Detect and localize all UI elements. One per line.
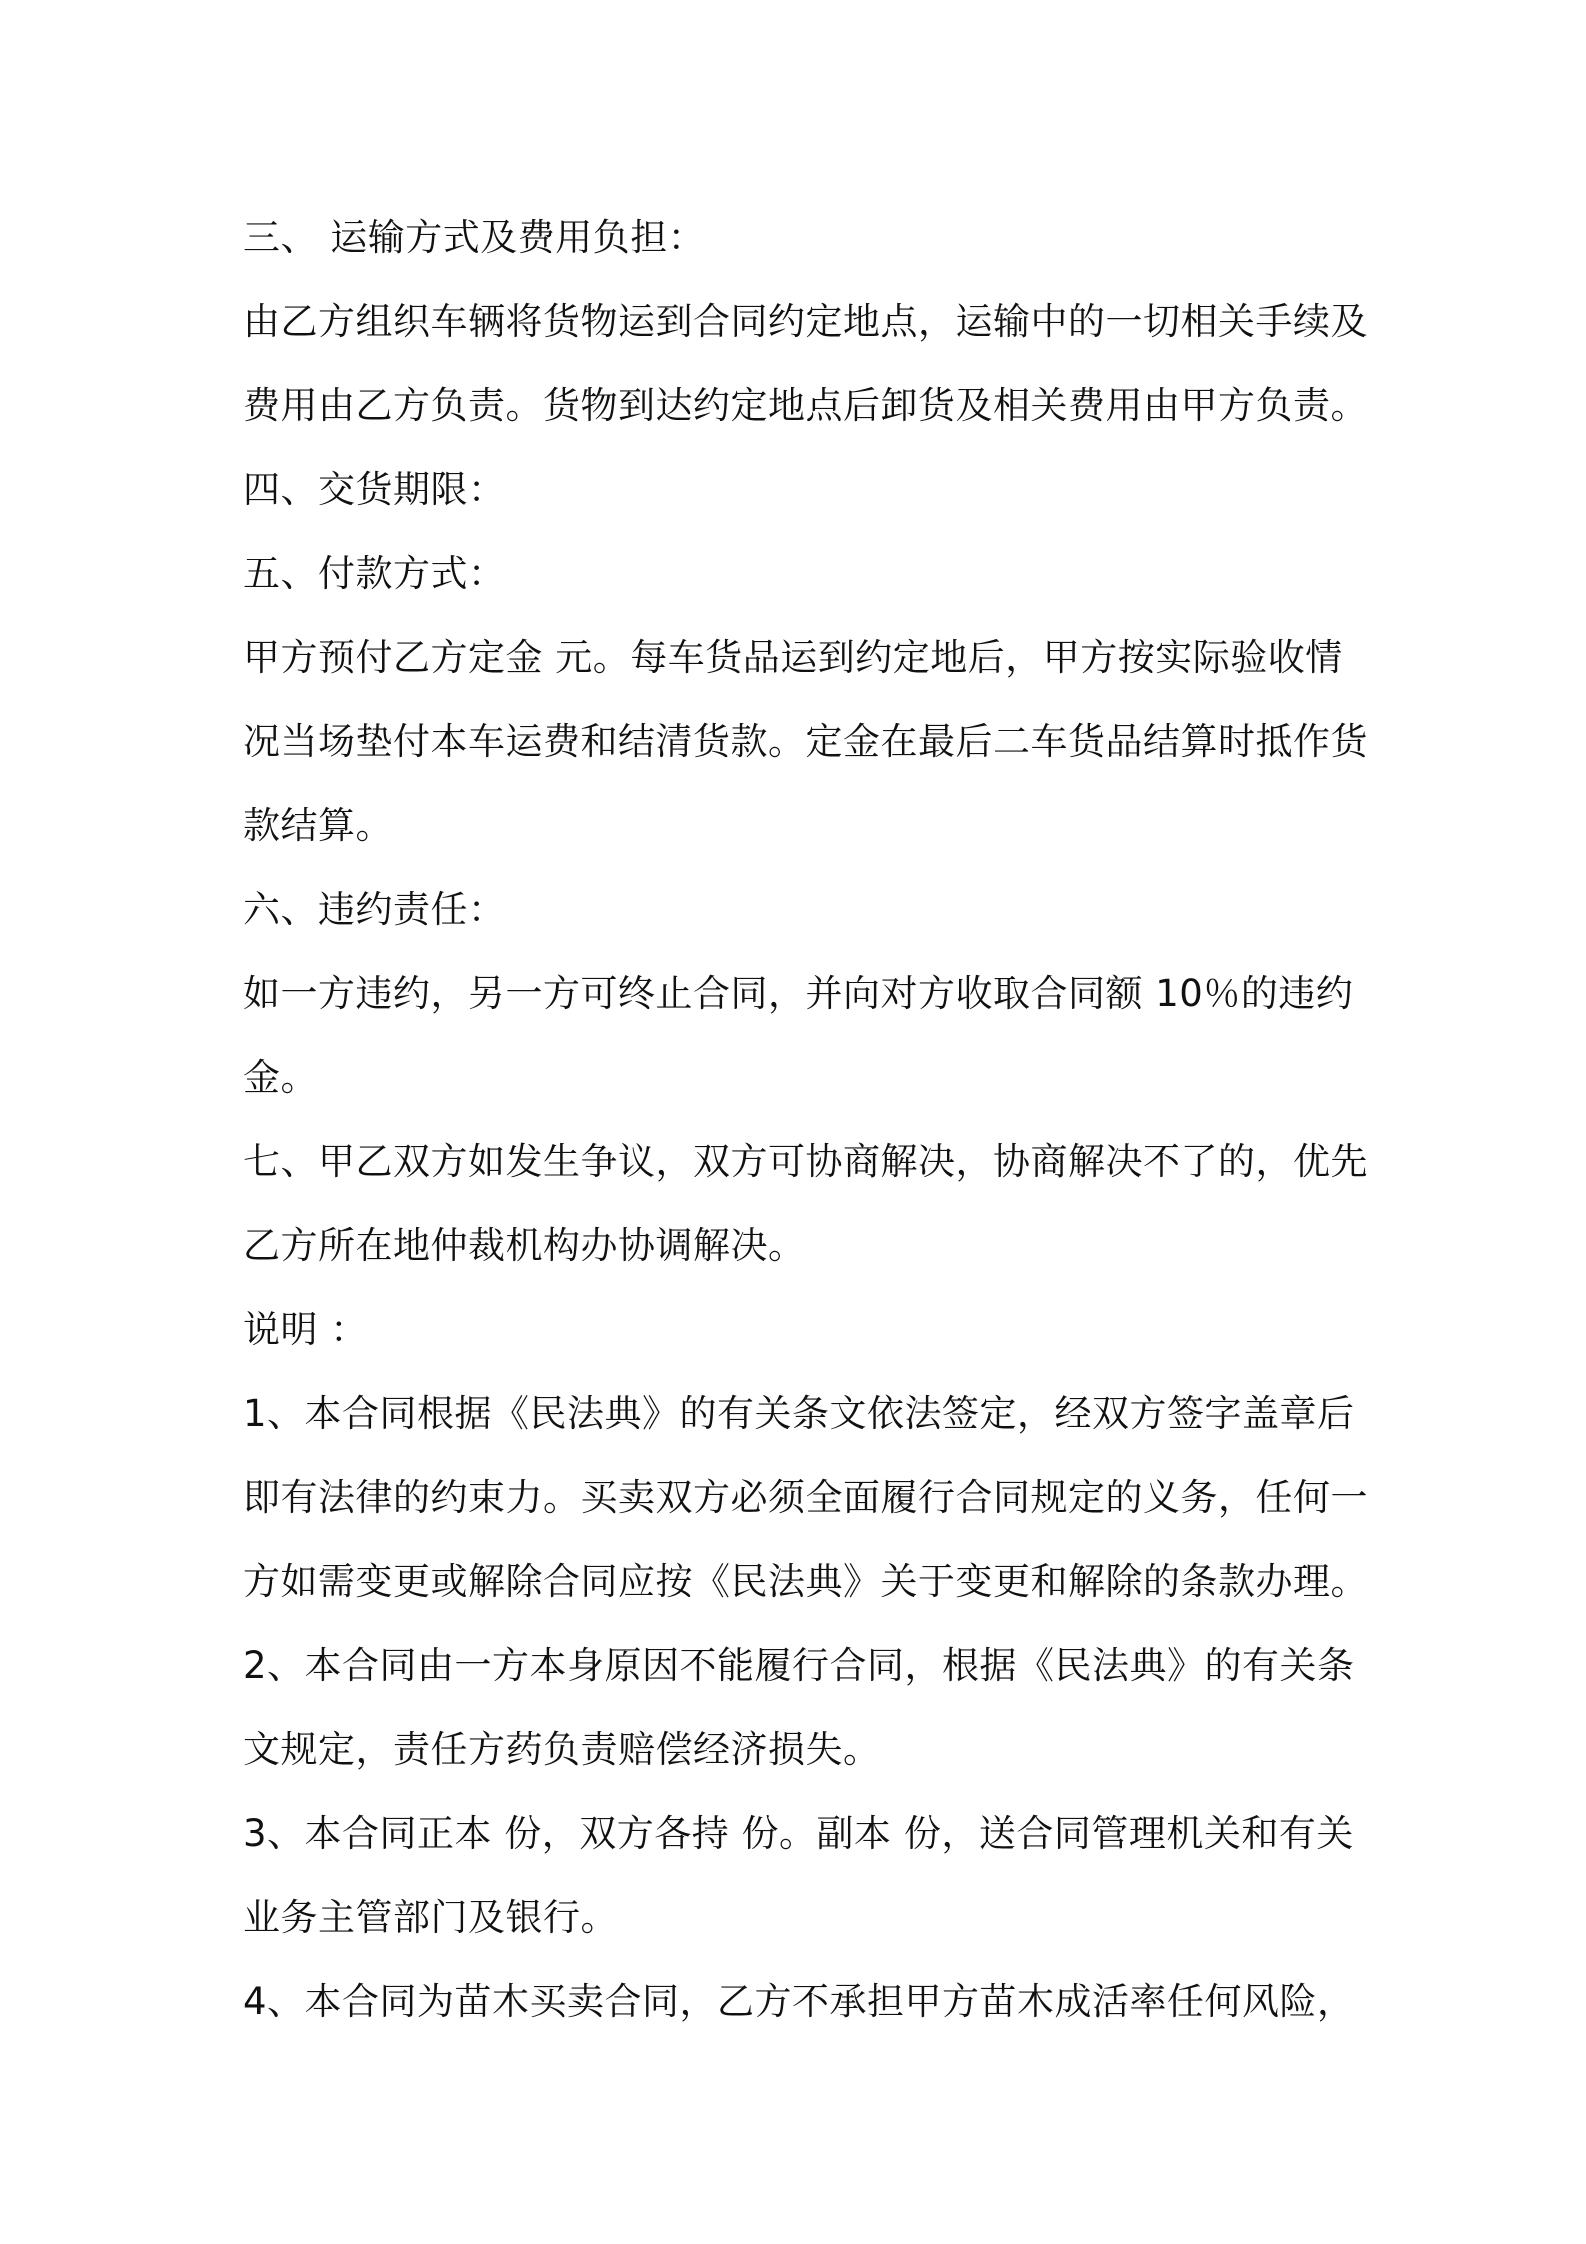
section-5-text-line-1: 甲方预付乙方定金 元。每车货品运到约定地后，甲方按实际验收情	[243, 636, 1343, 679]
section-5-text-line-3: 款结算。	[243, 804, 393, 847]
note-1-line-3: 方如需变更或解除合同应按《民法典》关于变更和解除的条款办理。	[243, 1560, 1368, 1603]
note-1-line-1: 1、本合同根据《民法典》的有关条文依法签定，经双方签字盖章后	[243, 1392, 1355, 1435]
section-6-text-line-2: 金。	[243, 1056, 318, 1099]
notes-heading: 说明 ：	[243, 1308, 368, 1351]
section-6-heading: 六、违约责任：	[243, 888, 506, 931]
section-6-text-line-1: 如一方违约，另一方可终止合同，并向对方收取合同额 10％的违约	[243, 972, 1354, 1015]
section-3-heading: 三、 运输方式及费用负担：	[243, 216, 706, 259]
section-7-text-line-2: 乙方所在地仲裁机构办协调解决。	[243, 1224, 806, 1267]
section-5-heading: 五、付款方式：	[243, 552, 506, 595]
section-4-heading: 四、交货期限：	[243, 468, 506, 511]
note-2-line-2: 文规定，责任方药负责赔偿经济损失。	[243, 1728, 881, 1771]
note-4-line-1: 4、本合同为苗木买卖合同，乙方不承担甲方苗木成活率任何风险，	[243, 1980, 1355, 2023]
note-1-line-2: 即有法律的约束力。买卖双方必须全面履行合同规定的义务，任何一	[243, 1476, 1368, 1519]
document-body	[243, 196, 1368, 2044]
note-2-line-1: 2、本合同由一方本身原因不能履行合同，根据《民法典》的有关条	[243, 1644, 1355, 1687]
section-3-text-line-2: 费用由乙方负责。货物到达约定地点后卸货及相关费用由甲方负责。	[243, 384, 1368, 427]
section-3-text-line-1: 由乙方组织车辆将货物运到合同约定地点，运输中的一切相关手续及	[243, 300, 1368, 343]
note-3-line-1: 3、本合同正本 份，双方各持 份。副本 份，送合同管理机关和有关	[243, 1812, 1354, 1855]
note-3-line-2: 业务主管部门及银行。	[243, 1896, 618, 1939]
section-7-text-line-1: 七、甲乙双方如发生争议，双方可协商解决，协商解决不了的，优先	[243, 1140, 1368, 1183]
section-5-text-line-2: 况当场垫付本车运费和结清货款。定金在最后二车货品结算时抵作货	[243, 720, 1368, 763]
